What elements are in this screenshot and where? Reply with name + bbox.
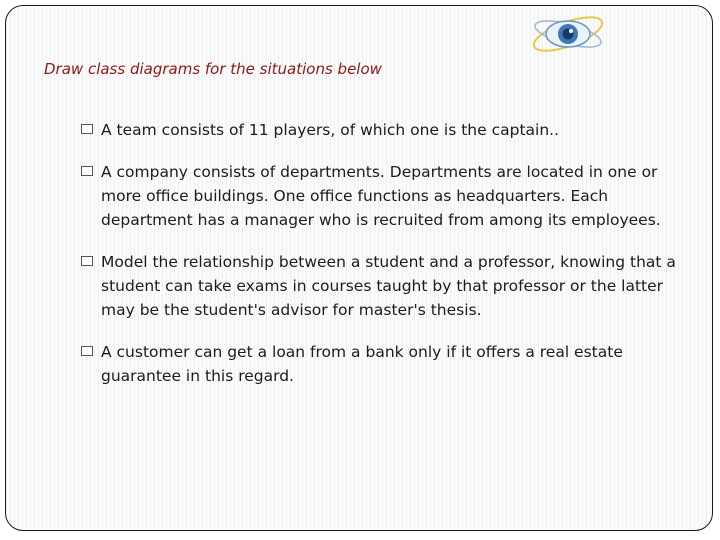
slide-title: Draw class diagrams for the situations below [44, 60, 382, 78]
square-bullet-icon [81, 166, 93, 176]
bullet-item [81, 118, 691, 142]
bullet-item [81, 160, 691, 232]
eye-orbit-logo-icon [530, 8, 610, 60]
bullet-text: A company consists of departments. Departments are located in one or more office buildings. One office functions as headquarters. Each department has a manager who is recruited from among its employees. [101, 163, 661, 229]
bullet-item [81, 250, 691, 322]
square-bullet-icon [81, 124, 93, 134]
square-bullet-icon [81, 256, 93, 266]
bullet-item [81, 340, 691, 388]
bullet-list [81, 118, 691, 406]
bullet-text: A team consists of 11 players, of which one is the captain.. [101, 121, 560, 139]
square-bullet-icon [81, 346, 93, 356]
bullet-text: A customer can get a loan from a bank only if it offers a real estate guarantee in this regard. [101, 343, 623, 385]
bullet-text: Model the relationship between a student and a professor, knowing that a student can take exams in courses taught by that professor or the latter may be the student's advisor for master's thesis. [101, 253, 676, 319]
